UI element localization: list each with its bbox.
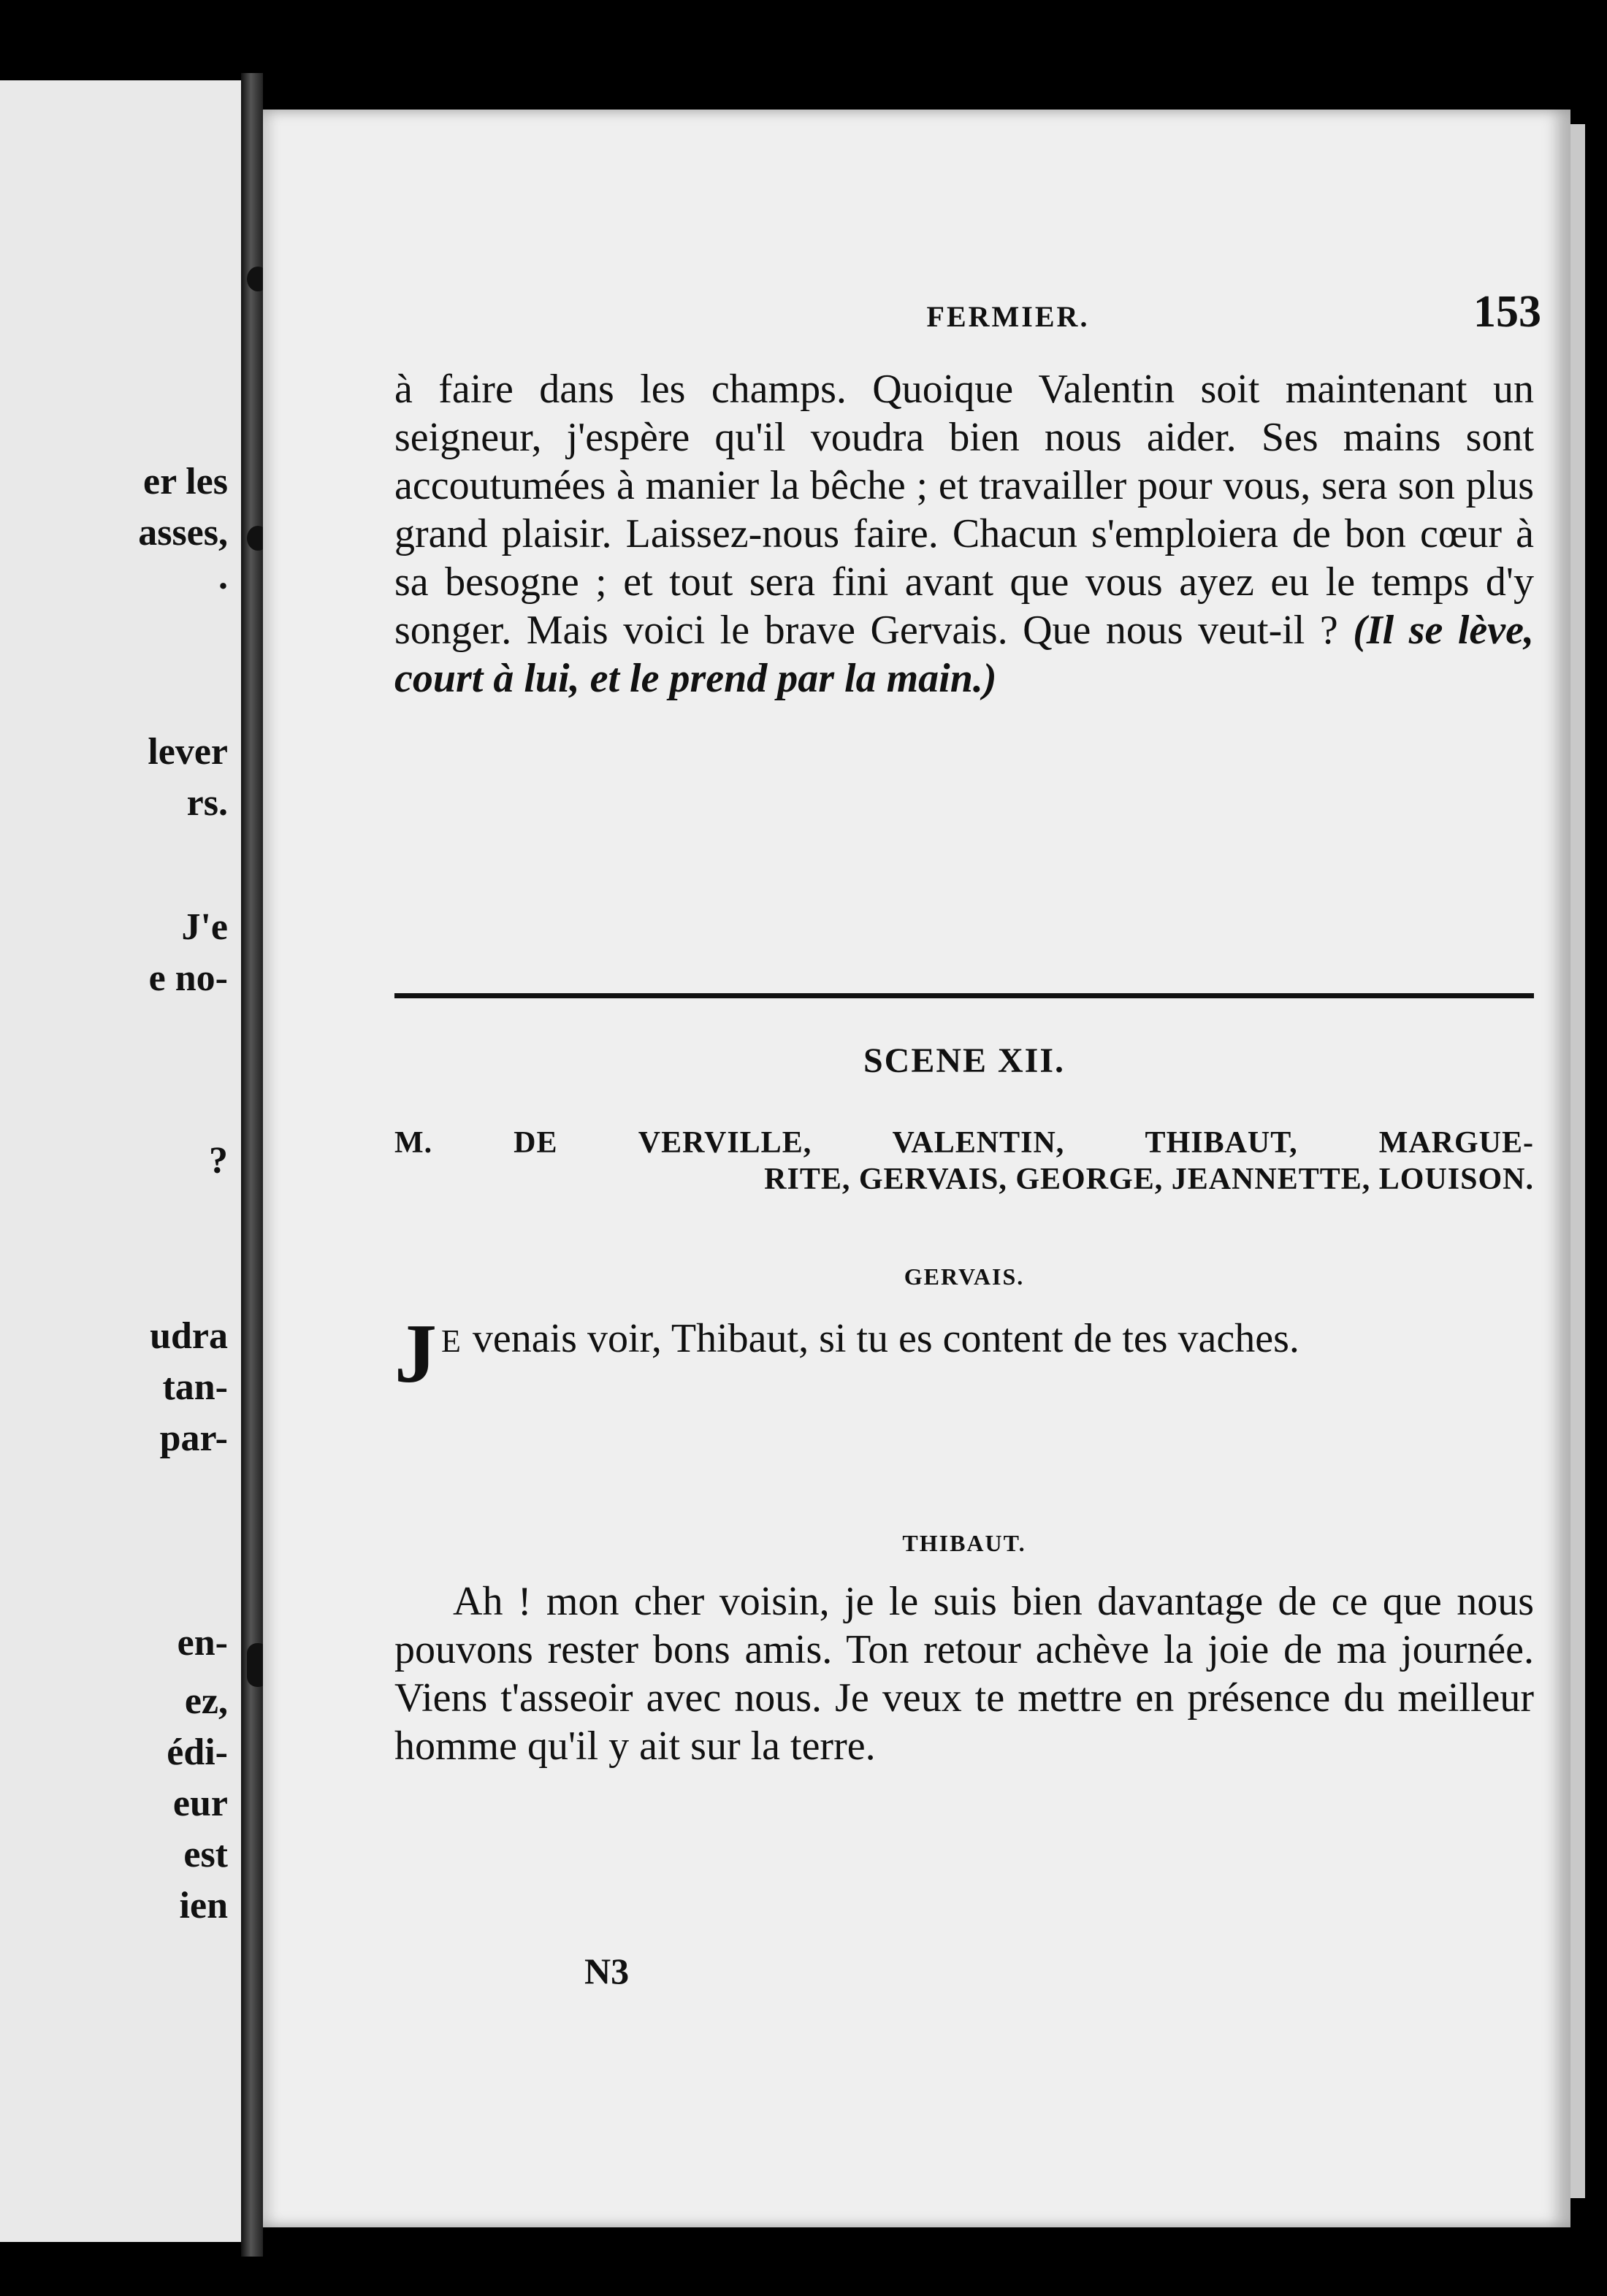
left-text-fragment: J'e (181, 906, 228, 948)
speaker-name: GERVAIS. (904, 1263, 1025, 1290)
page-number: 153 (1473, 287, 1541, 337)
left-text-fragment: édi- (167, 1731, 228, 1773)
scene-divider-rule (394, 993, 1534, 998)
drop-cap: J (394, 1307, 437, 1401)
scene-title: SCENE XII. (863, 1041, 1066, 1080)
paragraph-text: à faire dans les champs. Quoique Valentin soit maintenant un seigneur, j'espère qu'il voudra bien nous aider. Ses mains sont accoutumées à manier la bêche ; et travailler pour vous, sera son plus grand plaisir. Laissez-nous faire. Chacun s'emploiera de bon cœur à sa besogne ; et tout sera fini avant que vous ayez eu le temps d'y songer. Mais voici le brave Gervais. Que nous veut-il ? (394, 367, 1534, 653)
small-caps-text: E (441, 1323, 462, 1359)
printer-signature-mark: N3 (584, 1951, 630, 1991)
character-list (394, 1125, 1534, 1198)
character-list-line: RITE, GERVAIS, GEORGE, JEANNETTE, LOUISON. (764, 1163, 1534, 1196)
running-head: FERMIER. (926, 300, 1090, 333)
paragraph (394, 365, 1534, 703)
left-text-fragment: ? (209, 1140, 228, 1182)
page-edge (1570, 124, 1585, 2198)
left-text-fragment: rs. (186, 782, 228, 824)
speaker-name: THIBAUT. (902, 1530, 1026, 1556)
left-text-fragment: e no- (148, 957, 228, 999)
page-header (380, 278, 1541, 336)
character-list-line: M. DE VERVILLE, VALENTIN, THIBAUT, MARGUE- (394, 1126, 1534, 1160)
left-text-fragment: lever (148, 731, 228, 773)
left-text-fragment: asses, (138, 512, 228, 554)
paragraph-text: venais voir, Thibaut, si tu es content de tes vaches. (462, 1316, 1299, 1361)
left-text-fragment: er les (143, 461, 228, 502)
left-text-fragment: par- (159, 1417, 228, 1459)
left-text-fragment: . (218, 556, 228, 597)
book-page (263, 110, 1570, 2227)
left-text-fragment: en- (177, 1622, 228, 1664)
left-text-fragment: ez, (184, 1680, 228, 1722)
left-text-fragment: eur (172, 1783, 228, 1824)
stage-direction: (Il se lève, court à lui, et le prend par la main.) (394, 608, 1534, 701)
book-spine (241, 73, 263, 2257)
previous-page-fragment (0, 80, 241, 2242)
left-text-fragment: udra (150, 1315, 228, 1357)
left-text-fragment: tan- (162, 1366, 228, 1408)
left-text-fragment: est (183, 1834, 228, 1875)
paragraph (394, 1307, 1534, 1401)
left-text-fragment: ien (179, 1885, 228, 1926)
paragraph: Ah ! mon cher voisin, je le suis bien davantage de ce que nous pouvons rester bons amis. Ton retour achève la joie de ma journée. Viens t'asseoir avec nous. Je veux te mettre en présence du meilleur homme qu'il y ait sur la terre. (394, 1579, 1534, 1769)
